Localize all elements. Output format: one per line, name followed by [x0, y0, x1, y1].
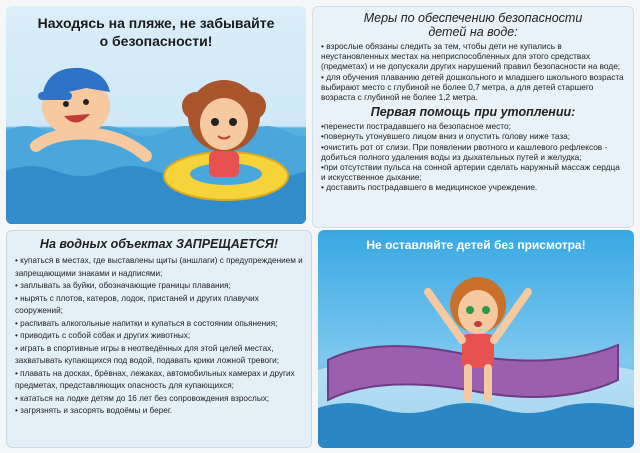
forbidden-list — [15, 255, 303, 418]
list-item: • взрослые обязаны следить за тем, чтобы дети не купались в неустановленных местах на неприспособленных для этого средствах (предметах) и не допускали других нарушений правил безопасности на воде; — [321, 41, 621, 72]
list-item: • играть в спортивные игры в неотведённых для этой целей местах, захватывать купающихся под водой, подавать крики ложной тревоги; — [15, 343, 279, 365]
list-item: • плавать на досках, брёвнах, лежаках, автомобильных камерах и других предметах, представляющих опасность для купающихся; — [15, 368, 295, 390]
list-item: •перенести пострадавшего на безопасное место; — [321, 121, 511, 132]
list-item: • загрязнять и засорять водоёмы и берег. — [15, 406, 173, 415]
list-item: • доставить пострадавшего в медицинское учреждение. — [321, 182, 538, 193]
children-swimming-illustration — [6, 6, 306, 224]
list-item: • купаться в местах, где выставлены щиты (аншлаги) с предупреждением и запрещающими знаками и надписями; — [15, 256, 303, 278]
measures-title: Меры по обеспечению безопасности детей на воде: — [363, 11, 583, 39]
list-item: • приводить с собой собак и других животных; — [15, 331, 191, 340]
list-item: • нырять с плотов, катеров, лодок, пристаней и других плавучих сооружений; — [15, 293, 259, 315]
first-aid-title: Первая помощь при утоплении: — [370, 105, 576, 120]
list-item: • кататься на лодке детям до 16 лет без сопровождения взрослых; — [15, 393, 270, 403]
girl-on-mattress-illustration — [318, 230, 634, 448]
beach-illustration-panel — [6, 6, 306, 224]
forbidden-panel — [6, 230, 312, 448]
safety-measures-panel — [312, 6, 634, 228]
list-item: • для обучения плаванию детей дошкольного и младшего школьного возраста выбирают место с глубиной не более 0,7 метра, а для детей старшего возраста с глубиной не более 1,2 метра. — [321, 71, 624, 103]
supervision-title: Не оставляйте детей без присмотра! — [366, 238, 586, 252]
list-item: • распивать алкогольные напитки и купаться в состоянии опьянения; — [15, 318, 278, 328]
forbidden-title: На водных объектах ЗАПРЕЩАЕТСЯ! — [39, 237, 279, 251]
first-aid-list — [321, 121, 625, 192]
list-item: • заплывать за буйки, обозначающие границы плавания; — [15, 281, 231, 290]
list-item: •очистить рот от слизи. При появлении рвотного и кашлевого рефлексов - добиться полного удаления воды из дыхательных путей и желудка; — [321, 141, 608, 162]
list-item: •повернуть утонувшего лицом вниз и опустить голову ниже таза; — [321, 131, 571, 142]
beach-panel-title: Находясь на пляже, не забывайте о безопасности! — [37, 15, 275, 49]
list-item: •при отсутствии пульса на сонной артерии сделать наружный массаж сердца и искусственное дыхание; — [321, 162, 620, 183]
supervision-illustration-panel — [318, 230, 634, 448]
measures-list — [321, 41, 625, 102]
